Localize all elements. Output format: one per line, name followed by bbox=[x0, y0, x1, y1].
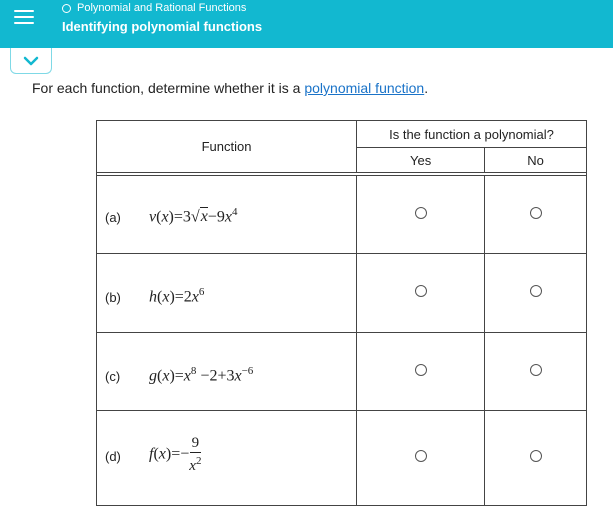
coef: 3 bbox=[182, 208, 191, 226]
function-expression-c: $g(x)=x^8 -2+3x^{-6}$ bbox=[149, 364, 254, 384]
function-cell bbox=[97, 176, 357, 254]
radicand: x bbox=[200, 208, 208, 226]
topic-subtitle bbox=[62, 1, 246, 15]
radio-yes-a[interactable] bbox=[415, 207, 427, 219]
coef: 9 bbox=[216, 208, 225, 226]
yes-header: Yes bbox=[357, 148, 485, 173]
fn-name: h bbox=[149, 288, 157, 306]
yes-option-cell bbox=[357, 254, 485, 332]
radio-no-a[interactable] bbox=[530, 207, 542, 219]
top-bar bbox=[0, 0, 613, 48]
instructions bbox=[32, 80, 428, 96]
menu-icon[interactable] bbox=[4, 2, 44, 32]
row-label: (a) bbox=[105, 210, 121, 226]
function-cell bbox=[97, 254, 357, 332]
table-row bbox=[97, 176, 587, 254]
chevron-down-icon bbox=[23, 56, 39, 66]
function-expression-d: f(x)=− $\frac{9}{x^2}$ bbox=[149, 434, 202, 474]
polynomial-table bbox=[96, 120, 587, 506]
function-expression-a: $v(x)=3√x-9x^4$ bbox=[149, 206, 238, 226]
function-header: Function bbox=[97, 121, 357, 173]
radio-no-b[interactable] bbox=[530, 285, 542, 297]
coef: 3 bbox=[226, 366, 235, 384]
no-option-cell bbox=[485, 254, 587, 332]
fn-var: x bbox=[161, 208, 169, 226]
exponent: 4 bbox=[231, 206, 238, 219]
no-option-cell bbox=[485, 410, 587, 505]
radio-yes-c[interactable] bbox=[415, 364, 427, 376]
function-cell bbox=[97, 410, 357, 505]
row-label: (d) bbox=[105, 448, 121, 464]
no-option-cell bbox=[485, 176, 587, 254]
table-row bbox=[97, 410, 587, 505]
yes-option-cell bbox=[357, 176, 485, 254]
instructions-text: For each function, determine whether it is a bbox=[32, 80, 301, 96]
row-label: (c) bbox=[105, 368, 121, 384]
exponent: 2 bbox=[195, 454, 202, 467]
fn-var: x bbox=[158, 445, 166, 463]
constant: 2 bbox=[209, 366, 218, 384]
exponent: −6 bbox=[241, 364, 254, 377]
exponent: 6 bbox=[198, 286, 205, 299]
table-row bbox=[97, 254, 587, 332]
yes-option-cell bbox=[357, 332, 485, 410]
expand-toggle[interactable] bbox=[10, 48, 52, 74]
fn-var: x bbox=[162, 366, 170, 384]
no-header: No bbox=[485, 148, 587, 173]
fraction: $\frac{9}{x^2}$ bbox=[189, 434, 202, 474]
polynomial-function-link[interactable]: polynomial function bbox=[304, 80, 425, 96]
radio-no-d[interactable] bbox=[530, 450, 542, 462]
row-label: (b) bbox=[105, 290, 121, 306]
fn-name: f bbox=[149, 445, 154, 463]
function-expression-b: $h(x)=2x^6$ bbox=[149, 286, 205, 306]
progress-circle-icon bbox=[62, 4, 71, 13]
exponent: 8 bbox=[190, 364, 197, 377]
table-row bbox=[97, 332, 587, 410]
subtitle-text: Polynomial and Rational Functions bbox=[77, 2, 247, 14]
question-header: Is the function a polynomial? bbox=[357, 121, 587, 148]
yes-option-cell bbox=[357, 410, 485, 505]
coef: 2 bbox=[183, 288, 192, 306]
instructions-end: . bbox=[424, 80, 429, 96]
radio-no-c[interactable] bbox=[530, 364, 542, 376]
function-cell bbox=[97, 332, 357, 410]
fn-var: x bbox=[162, 288, 170, 306]
radio-yes-b[interactable] bbox=[415, 285, 427, 297]
no-option-cell bbox=[485, 332, 587, 410]
page-title: Identifying polynomial functions bbox=[62, 19, 263, 34]
numerator: 9 bbox=[191, 434, 200, 451]
fn-name: g bbox=[149, 366, 157, 384]
radio-yes-d[interactable] bbox=[415, 450, 427, 462]
fn-name: v bbox=[149, 208, 157, 226]
